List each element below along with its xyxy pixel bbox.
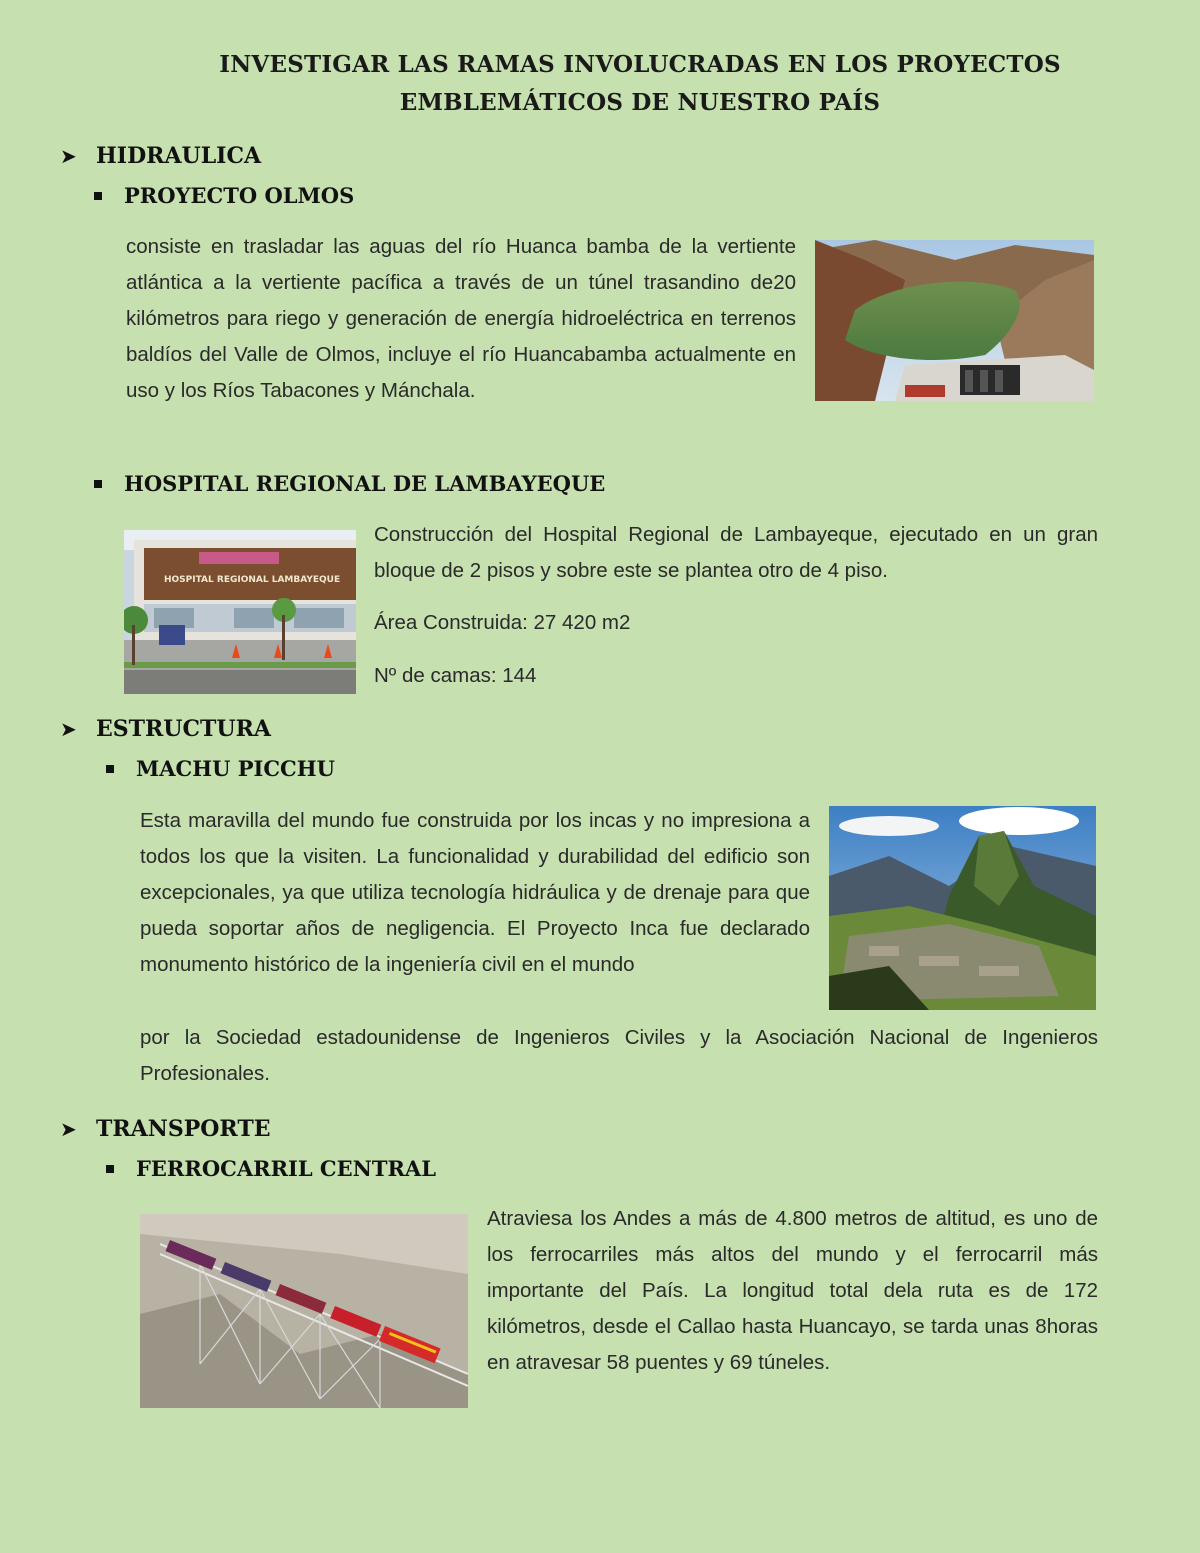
olmos-description: consiste en trasladar las aguas del río Huanca bamba de la vertiente atlántica a la vertiente pacífica a través de un túnel trasandino de20 kilómetros para riego y generación de energía hidroeléctrica en terrenos baldíos del Valle de Olmos, incluye el río Huancabamba actualmente en uso y los Ríos Tabacones y Mánchala. bbox=[126, 235, 796, 402]
page-title-line-1: INVESTIGAR LAS RAMAS INVOLUCRADAS EN LOS PROYECTOS bbox=[219, 51, 1061, 78]
hospital-area: Área Construida: 27 420 m2 bbox=[374, 611, 631, 634]
subheading-label: HOSPITAL REGIONAL DE LAMBAYEQUE bbox=[124, 471, 606, 496]
page-title-line-2: EMBLEMÁTICOS DE NUESTRO PAÍS bbox=[399, 89, 881, 116]
railway-bridge-photo bbox=[140, 1214, 468, 1408]
section-heading-label: TRANSPORTE bbox=[96, 1116, 271, 1142]
hospital-description: Construcción del Hospital Regional de Lambayeque, ejecutado en un gran bloque de 2 pisos y sobre este se plantea otro de 4 piso. bbox=[374, 523, 1098, 582]
section-heading-label: ESTRUCTURA bbox=[96, 716, 271, 742]
subheading-label: FERROCARRIL CENTRAL bbox=[136, 1156, 436, 1181]
hospital-beds: Nº de camas: 144 bbox=[374, 664, 537, 687]
machu-picchu-description: Esta maravilla del mundo fue construida por los incas y no impresiona a todos los que la visiten. La funcionalidad y durabilidad del edificio son excepcionales, ya que utiliza tecnología hidráulica y de drenaje para que pueda soportar años de negligencia. El Proyecto Inca fue declarado monumento histórico de la ingeniería civil en el mundo bbox=[140, 809, 810, 976]
section-heading-transporte bbox=[60, 1114, 270, 1144]
square-bullet-icon bbox=[106, 765, 114, 773]
olmos-dam-photo bbox=[815, 240, 1094, 401]
section-heading-hidraulica bbox=[60, 141, 261, 171]
section-heading-label: HIDRAULICA bbox=[96, 143, 262, 169]
square-bullet-icon bbox=[94, 192, 102, 200]
subheading-label: MACHU PICCHU bbox=[136, 756, 335, 781]
page-title bbox=[0, 46, 1200, 122]
subheading-hospital-regional bbox=[94, 469, 605, 499]
section-heading-estructura bbox=[60, 714, 271, 744]
subheading-proyecto-olmos bbox=[94, 181, 354, 211]
square-bullet-icon bbox=[106, 1165, 114, 1173]
ferrocarril-description: Atraviesa los Andes a más de 4.800 metros de altitud, es uno de los ferrocarriles más altos del mundo y el ferrocarril más importante del País. La longitud total dela ruta es de 172 kilómetros, desde el Callao hasta Huancayo, se tarda unas 8horas en atravesar 58 puentes y 69 túneles. bbox=[487, 1207, 1098, 1374]
machu-picchu-description-continued: por la Sociedad estadounidense de Ingenieros Civiles y la Asociación Nacional de Ingenieros Profesionales. bbox=[140, 1026, 1098, 1085]
square-bullet-icon bbox=[94, 480, 102, 488]
subheading-label: PROYECTO OLMOS bbox=[124, 183, 355, 208]
machu-picchu-photo bbox=[829, 806, 1096, 1010]
arrow-bullet-icon: ➤ bbox=[60, 717, 77, 741]
subheading-machu-picchu bbox=[106, 754, 335, 784]
hospital-sign-text: HOSPITAL REGIONAL LAMBAYEQUE bbox=[164, 575, 341, 585]
subheading-ferrocarril-central bbox=[106, 1154, 436, 1184]
hospital-photo bbox=[124, 530, 356, 694]
arrow-bullet-icon: ➤ bbox=[60, 1117, 77, 1141]
arrow-bullet-icon: ➤ bbox=[60, 144, 77, 168]
